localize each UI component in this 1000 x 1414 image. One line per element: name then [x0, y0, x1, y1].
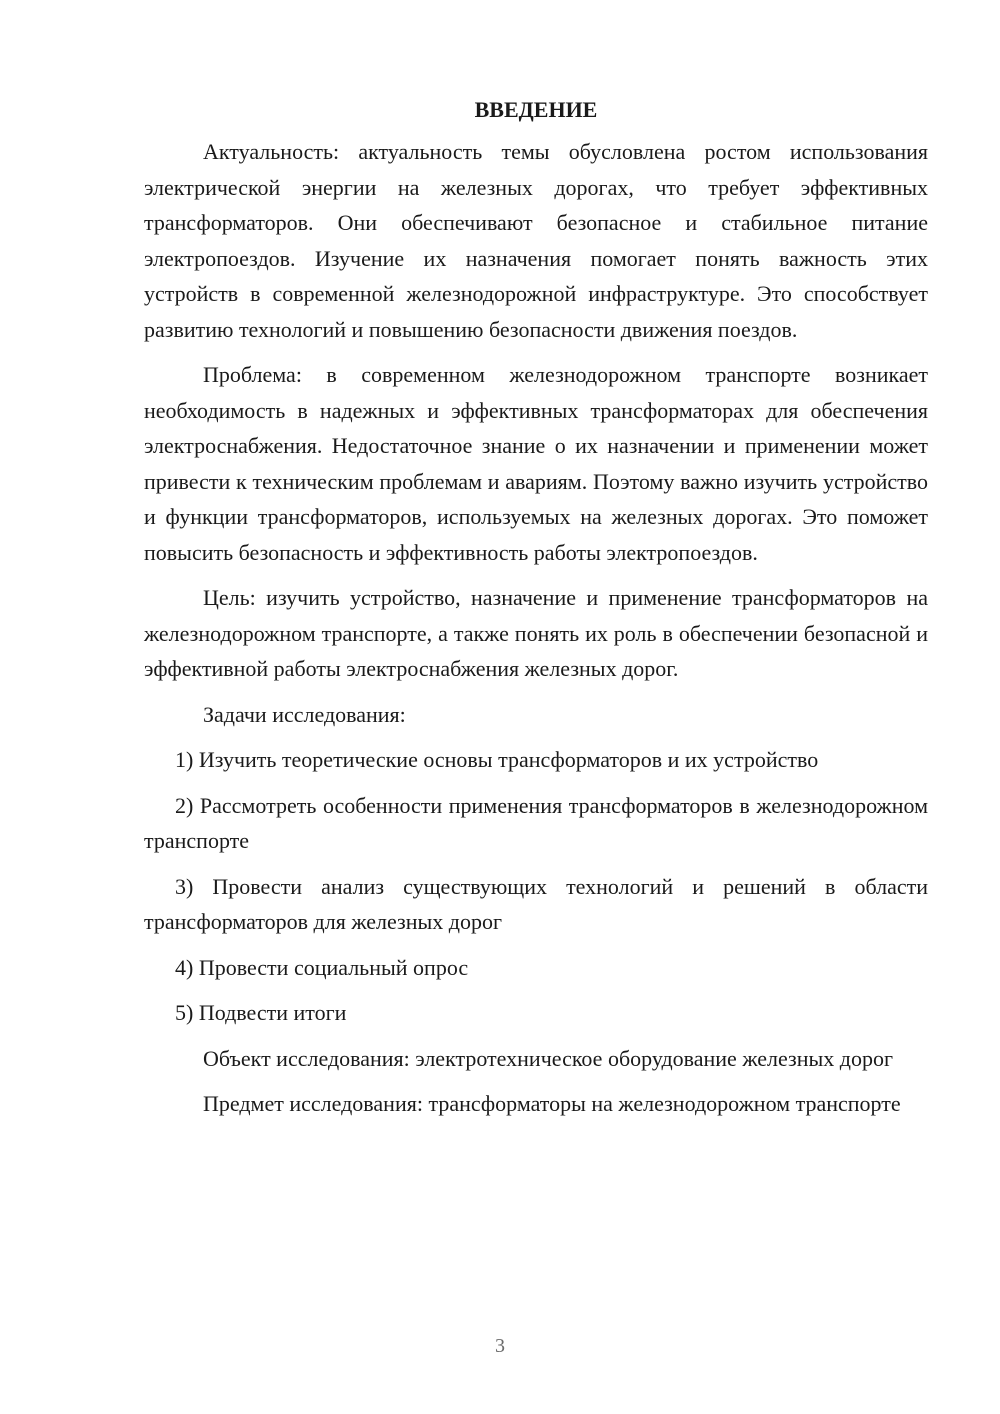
- goal-paragraph: Цель: изучить устройство, назначение и применение трансформаторов на железнодорожном транспорте, а также понять их роль в обеспечении безопасной и эффективной работы электроснабжения железных дорог.: [144, 585, 928, 681]
- task-item-1: 1) Изучить теоретические основы трансформаторов и их устройство: [175, 747, 819, 772]
- section-heading: ВВЕДЕНИЕ: [474, 97, 598, 122]
- tasks-title: Задачи исследования:: [203, 701, 406, 727]
- object-paragraph: Объект исследования: электротехническое оборудование железных дорог: [203, 1045, 893, 1071]
- problem-paragraph: Проблема: в современном железнодорожном транспорте возникает необходимость в надежных и эффективных трансформаторах для обеспечения электроснабжения. Недостаточное знание о их назначении и применении может привести к техническим проблемам и авариям. Поэтому важно изучить устройство и функции трансформаторов, используемых на железных дорогах. Это поможет повысить безопасность и эффективность работы электропоездов.: [144, 362, 928, 565]
- task-item-2: 2) Рассмотреть особенности применения трансформаторов в железнодорожном транспорте: [144, 792, 928, 853]
- task-item-4: 4) Провести социальный опрос: [175, 954, 469, 980]
- page-content: [144, 92, 928, 1132]
- relevance-paragraph: Актуальность: актуальность темы обусловлена ростом использования электрической энергии на железных дорогах, что требует эффективных трансформаторов. Они обеспечивают безопасное и стабильное питание электропоездов. Изучение их назначения помогает понять важность этих устройств в современной железнодорожной инфраструктуре. Это способствует развитию технологий и повышению безопасности движения поездов.: [144, 139, 928, 342]
- subject-paragraph: Предмет исследования: трансформаторы на железнодорожном транспорте: [203, 1091, 901, 1116]
- task-item-3: 3) Провести анализ существующих технологий и решений в области трансформаторов для железных дорог: [144, 873, 928, 934]
- task-item-5: 5) Подвести итоги: [175, 1000, 347, 1025]
- page-number: 3: [495, 1335, 505, 1357]
